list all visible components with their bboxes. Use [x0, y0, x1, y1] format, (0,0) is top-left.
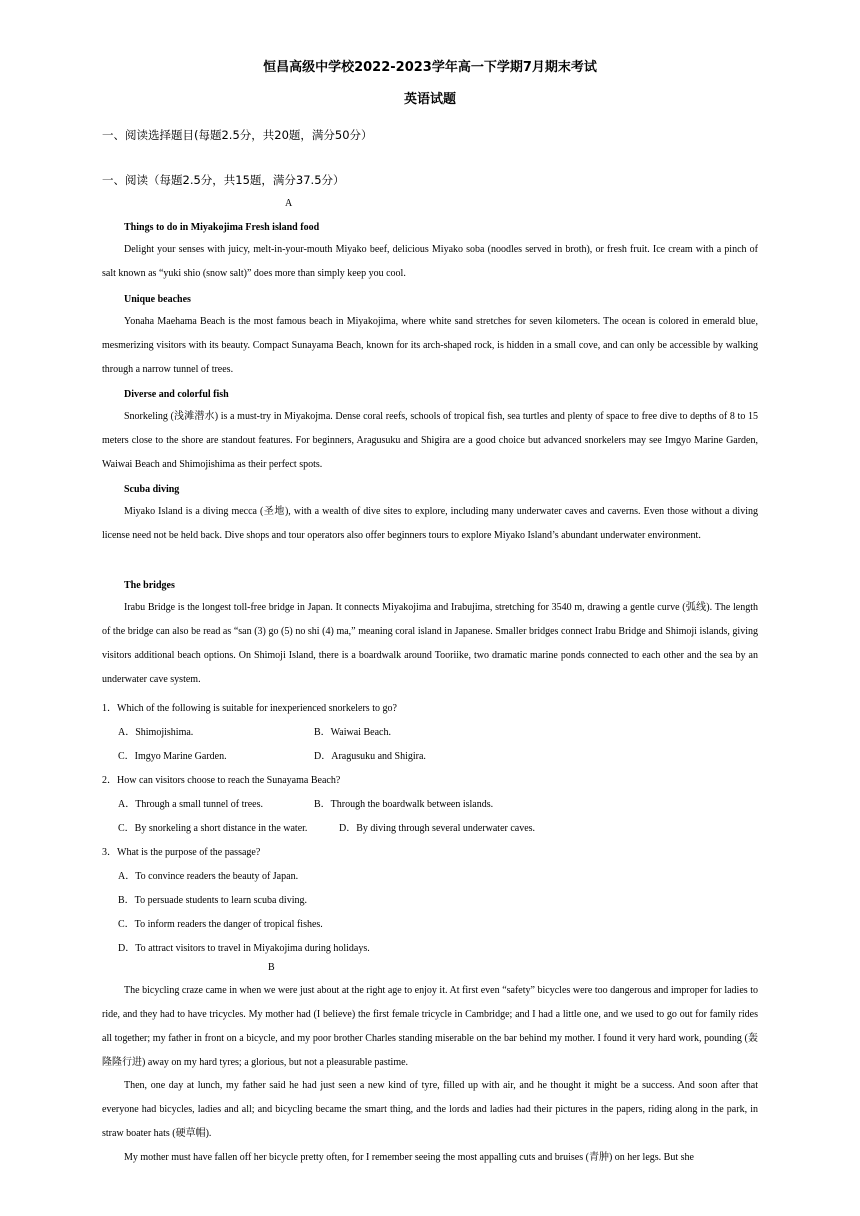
exam-title: 恒昌高级中学校2022-2023学年高一下学期7月期末考试 [263, 60, 597, 75]
question-2-stem: 2．How can visitors choose to reach the Sunayama Beach? [102, 775, 341, 786]
passage-a-heading-fish: Diverse and colorful fish [124, 389, 229, 400]
passage-b-paragraph-1: The bicycling craze came in when we were just about at the right age to enjoy it. At first even “safety” bicycles were too dangerous and improper for ladies to ride, and they had to have tricycles. My mother had (I believe) the first female tricycle in Cambridge; and I had a little one, and we used to go out for family rides all together; my father in front on a bicycle, and my poor brother Charles standing miserable on the bar behind my mother. I found it very hard work, pounding (轰隆隆行进) away on my hard tyres; a glorious, but not a pleasurable pastime. [102, 985, 758, 1068]
passage-a-heading-bridges: The bridges [124, 580, 175, 591]
question-3-option-b: B．To persuade students to learn scuba diving. [118, 895, 307, 906]
question-1-option-c: C．Imgyo Marine Garden. [118, 751, 227, 762]
question-3-stem: 3．What is the purpose of the passage? [102, 847, 261, 858]
question-3-option-d: D．To attract visitors to travel in Miyakojima during holidays. [118, 943, 370, 954]
passage-a-paragraph-4: Miyako Island is a diving mecca (圣地), with a wealth of dive sites to explore, including many underwater caves and caverns. Even those without a diving license need not be held back. Dive shops and tour operators also offer beginners tours to explore Miyako Island’s abundant underwater environment. [102, 506, 758, 541]
exam-subtitle: 英语试题 [403, 92, 456, 107]
passage-a-paragraph-2: Yonaha Maehama Beach is the most famous beach in Miyakojima, where white sand stretches for seven kilometers. The ocean is colored in emerald blue, mesmerizing visitors with its beauty. Compact Sunayama Beach, known for its arch-shaped rock, is hidden in a small cove, and can only be accessible by walking through a narrow tunnel of trees. [102, 316, 758, 375]
section-heading-1: 一、阅读选择题目(每题2.5分，共20题，满分50分） [102, 128, 373, 142]
passage-b-paragraph-3: My mother must have fallen off her bicycle pretty often, for I remember seeing the most appalling cuts and bruises (青肿) on her legs. But she [124, 1152, 694, 1163]
passage-a-letter: A [285, 198, 293, 209]
passage-a-title: Things to do in Miyakojima Fresh island food [124, 222, 320, 233]
section-heading-2: 一、阅读（每题2.5分，共15题，满分37.5分） [102, 173, 345, 187]
passage-a-paragraph-3: Snorkeling (浅滩潜水) is a must-try in Miyakojma. Dense coral reefs, schools of tropical fish, sea turtles and plenty of space to free dive to depths of 8 to 15 meters close to the shore are standout features. For beginners, Aragusuku and Shigira are a good choice but advanced snorkelers may see Imgyo Marine Garden, Waiwai Beach and Shimojishima as their perfect spots. [102, 411, 758, 470]
passage-b-letter: B [268, 962, 275, 973]
question-3-option-c: C．To inform readers the danger of tropical fishes. [118, 919, 323, 930]
passage-a-paragraph-5: Irabu Bridge is the longest toll-free bridge in Japan. It connects Miyakojima and Irabujima, stretching for 3540 m, drawing a gentle curve (弧线). The length of the bridge can also be read as “san (3) go (5) no shi (4) ma,” meaning coral island in Japanese. Smaller bridges connect Irabu Bridge and Shimoji islands, giving visitors additional beach options. On Shimoji Island, there is a boardwalk around Tooriike, two dramatic marine ponds connected to each other and the sea by an underwater cave system. [102, 602, 758, 685]
passage-b-paragraph-2: Then, one day at lunch, my father said he had just seen a new kind of tyre, filled up with air, and he thought it might be a success. And soon after that everyone had bicycles, ladies and all; and bicycling became the smart thing, and the lords and ladies had their pictures in the papers, riding along in the park, in straw boater hats (硬草帽). [102, 1080, 758, 1139]
question-2-option-a: A．Through a small tunnel of trees. [118, 799, 263, 810]
question-1-stem: 1．Which of the following is suitable for inexperienced snorkelers to go? [102, 703, 397, 714]
passage-a-paragraph-1: Delight your senses with juicy, melt-in-your-mouth Miyako beef, delicious Miyako soba (noodles served in broth), or fresh fruit. Ice cream with a pinch of salt known as “yuki shio (snow salt)” does more than simply keep you cool. [102, 244, 758, 279]
question-2-option-b: B．Through the boardwalk between islands. [314, 799, 494, 810]
question-1-option-d: D．Aragusuku and Shigira. [314, 751, 426, 762]
passage-a-heading-beaches: Unique beaches [124, 294, 191, 305]
question-2-option-d: D．By diving through several underwater caves. [339, 823, 536, 834]
question-1-option-b: B．Waiwai Beach. [314, 727, 391, 738]
question-3-option-a: A．To convince readers the beauty of Japan. [118, 871, 299, 882]
passage-a-heading-diving: Scuba diving [124, 484, 180, 495]
question-1-option-a: A．Shimojishima. [118, 727, 194, 738]
question-2-option-c: C．By snorkeling a short distance in the water. [118, 823, 308, 834]
